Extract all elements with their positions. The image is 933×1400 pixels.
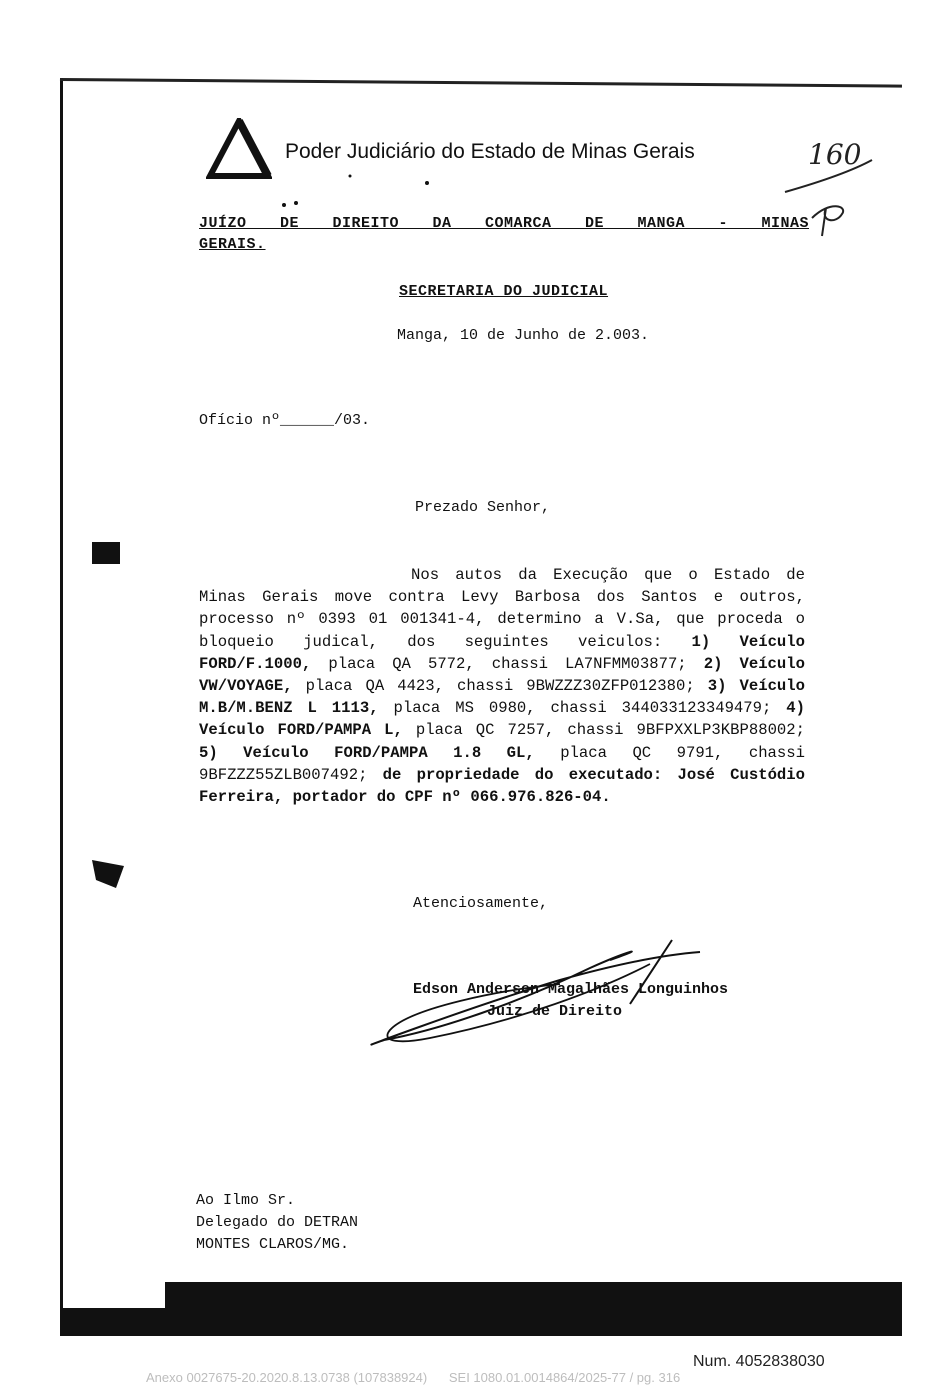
scan-blot	[92, 542, 120, 564]
hand-underline-stroke	[785, 160, 872, 192]
scan-speck	[282, 203, 286, 207]
secretaria-heading: SECRETARIA DO JUDICIAL	[399, 283, 609, 300]
hand-initial-stroke	[812, 206, 843, 236]
document-number-stamp: Num. 4052838030	[693, 1353, 825, 1370]
vehicle-5-label: 5) Veículo FORD/PAMPA 1.8 GL,	[199, 743, 535, 762]
vehicle-4-details: placa QC 7257, chassi 9BFPXXLP3KBP88002;	[402, 721, 805, 740]
court-heading-line2: GERAIS.	[199, 236, 266, 253]
footer-reference: Anexo 0027675-20.2020.8.13.0738 (107838924) SEI 1080.01.0014864/2025-77 / pg. 316	[146, 1370, 681, 1385]
date-line: Manga, 10 de Junho de 2.003.	[397, 327, 650, 344]
signatory-role: Juiz de Direito	[487, 1003, 623, 1020]
addressee-line3: MONTES CLAROS/MG.	[196, 1236, 350, 1253]
owner-statement: de propriedade do executado: José Custódio Ferreira, portador do CPF nº 066.976.826-04.	[199, 765, 805, 807]
signatory-name: Edson Andersen Magalhães Longuinhos	[413, 981, 729, 998]
court-name: Poder Judiciário do Estado de Minas Gerais	[285, 140, 695, 163]
vehicle-2-label: 2) Veículo VW/VOYAGE,	[199, 654, 805, 696]
signature-stroke	[371, 940, 700, 1045]
closing: Atenciosamente,	[413, 895, 549, 912]
handwritten-page-number: 160	[808, 138, 862, 171]
vehicle-5-details: placa QC 9791, chassi 9BFZZZ55ZLB007492;	[199, 743, 805, 784]
vehicle-3-label: 3) Veículo M.B/M.BENZ L 1113,	[199, 677, 805, 718]
vehicle-2-details: placa QA 4423, chassi 9BWZZZ30ZFP012380;	[292, 677, 708, 696]
vehicle-1-details: placa QA 5772, chassi LA7NFMM03877;	[311, 654, 704, 673]
scan-blot	[92, 860, 124, 888]
oficio-number: Ofício nº______/03.	[199, 412, 371, 429]
addressee-line2: Delegado do DETRAN	[196, 1214, 359, 1231]
greeting: Prezado Senhor,	[415, 499, 551, 516]
scan-speck	[349, 175, 352, 178]
court-heading-line1: JUÍZO DE DIREITO DA COMARCA DE MANGA - MINAS	[199, 215, 809, 232]
body-intro: Nos autos da Execução que o Estado de Minas Gerais move contra Levy Barbosa dos Santos e outros, processo nº 0393 01 001341-4, determino a V.Sa, que proceda o bloqueio judical, dos seguintes veiculos:	[199, 566, 805, 651]
scan-speck	[425, 181, 429, 185]
addressee-line1: Ao Ilmo Sr.	[196, 1192, 296, 1209]
vehicle-4-label: 4) Veículo FORD/PAMPA L,	[199, 699, 805, 740]
vehicle-3-details: placa MS 0980, chassi 344033123349479;	[378, 699, 787, 718]
vehicle-1-label: 1) Veículo FORD/F.1000,	[199, 632, 806, 673]
scan-speck	[294, 201, 298, 205]
